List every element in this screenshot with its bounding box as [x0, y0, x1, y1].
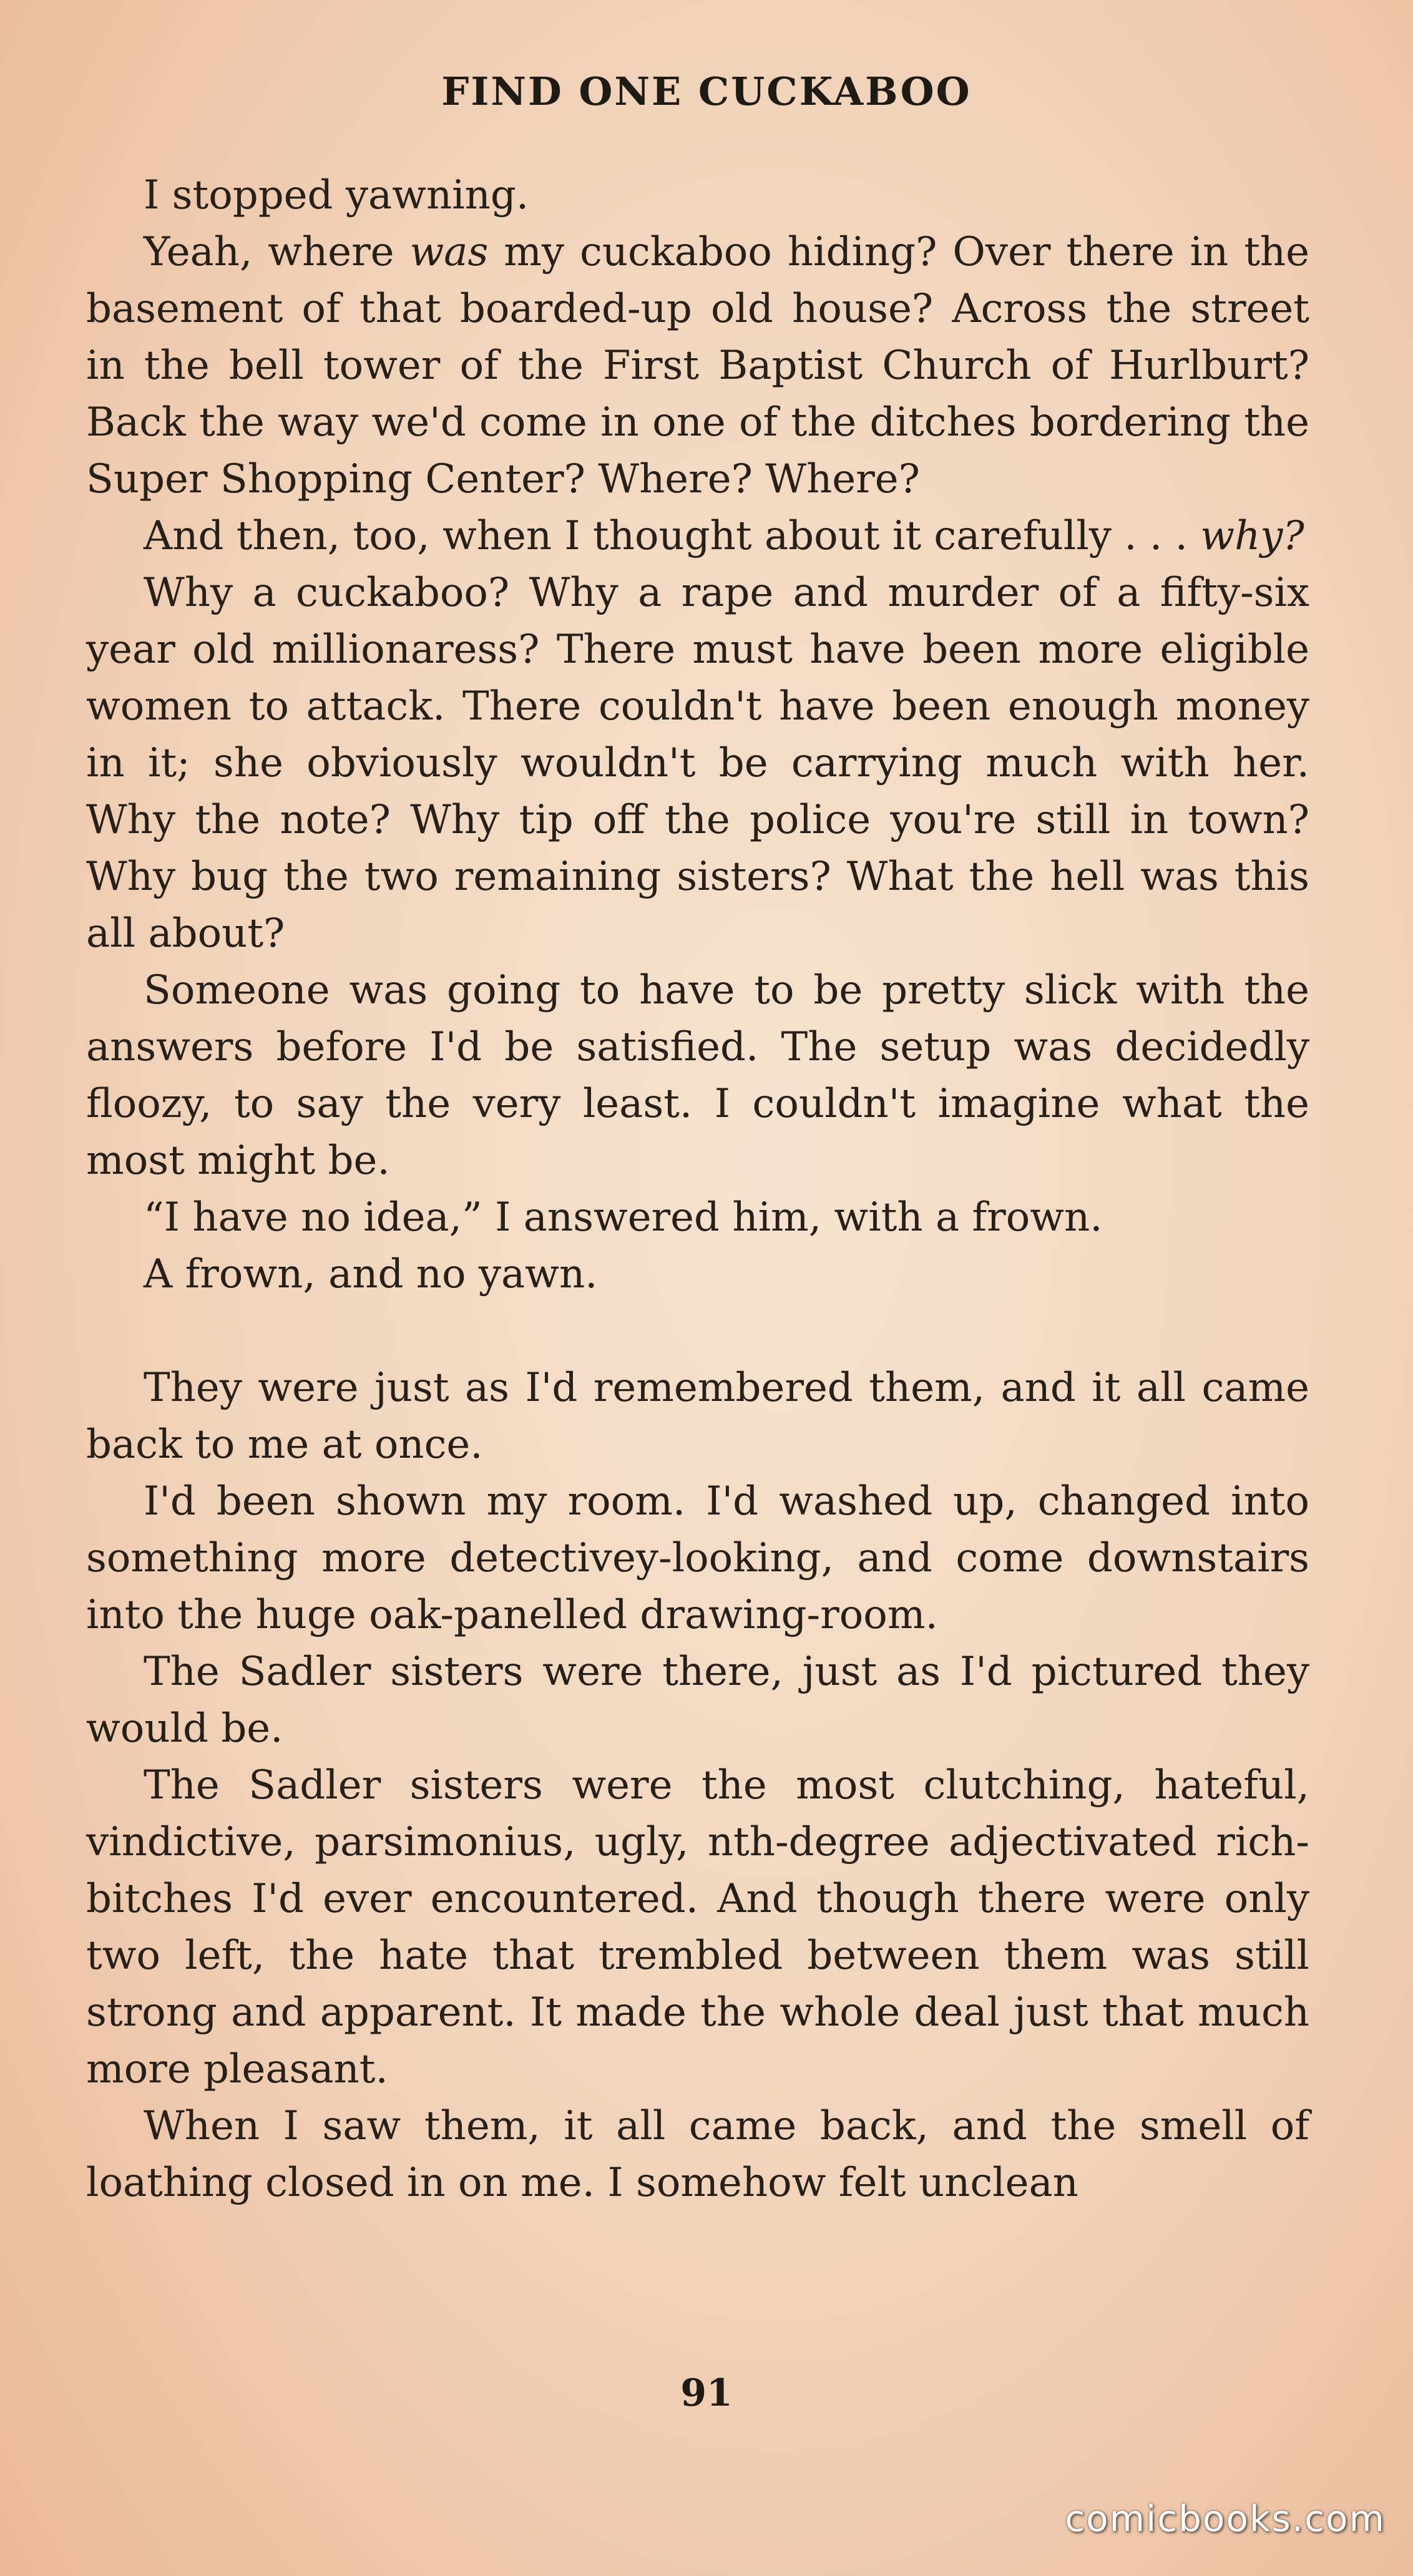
- paragraph: [86, 224, 1309, 508]
- paragraph: The Sadler sisters were the most clutching, hateful, vindictive, parsimonius, ugly, nth-degree adjectivated rich-bitches I'd ever encountered. And though there were only two left, the hate that trembled between them was still strong and apparent. It made the whole deal just that much more pleasant.: [86, 1762, 1309, 2092]
- emphasis-text: was: [409, 229, 489, 275]
- paragraph: The Sadler sisters were there, just as I'd pictured they would be.: [86, 1649, 1309, 1752]
- paragraph: Why a cuckaboo? Why a rape and murder of a fifty-six year old millionaress? There must have been more eligible women to attack. There couldn't have been enough money in it; she obviously wouldn't be carrying much with her. Why the note? Why tip off the police you're still in town? Why bug the two remaining sisters? What the hell was this all about?: [86, 570, 1309, 957]
- paragraph: A frown, and no yawn.: [144, 1251, 598, 1297]
- emphasis-text: why?: [1200, 513, 1304, 559]
- paragraph: I'd been shown my room. I'd washed up, changed into something more detectivey-looking, and come downstairs into the huge oak-panelled drawing-room.: [86, 1478, 1309, 1638]
- paragraph: [86, 508, 1309, 565]
- paragraph: I stopped yawning.: [144, 172, 529, 218]
- paragraph-text: And then, too, when I thought about it carefully . . .: [144, 513, 1201, 559]
- paragraph-text: Yeah, where: [144, 229, 410, 275]
- running-head: FIND ONE CUCKABOO: [441, 69, 972, 114]
- paragraph: Someone was going to have to be pretty slick with the answers before I'd be satisfied. The setup was decidedly floozy, to say the very least. I couldn't imagine what the most might be.: [86, 967, 1309, 1184]
- paragraph-text: my cuckaboo hiding? Over there in the basement of that boarded-up old house? Across the street in the bell tower of the First Baptist Church of Hurlburt? Back the way we'd come in one of the ditches bordering the Super Shopping Center? Where? Where?: [86, 229, 1310, 502]
- page-number: 91: [680, 2371, 733, 2415]
- paragraph: When I saw them, it all came back, and the smell of loathing closed in on me. I somehow felt unclean: [86, 2103, 1309, 2206]
- paragraph: They were just as I'd remembered them, and it all came back to me at once.: [86, 1365, 1309, 1468]
- body-text: [86, 167, 1309, 2212]
- paragraph: “I have no idea,” I answered him, with a frown.: [144, 1194, 1103, 1241]
- watermark: comicbooks.com: [1065, 2497, 1386, 2540]
